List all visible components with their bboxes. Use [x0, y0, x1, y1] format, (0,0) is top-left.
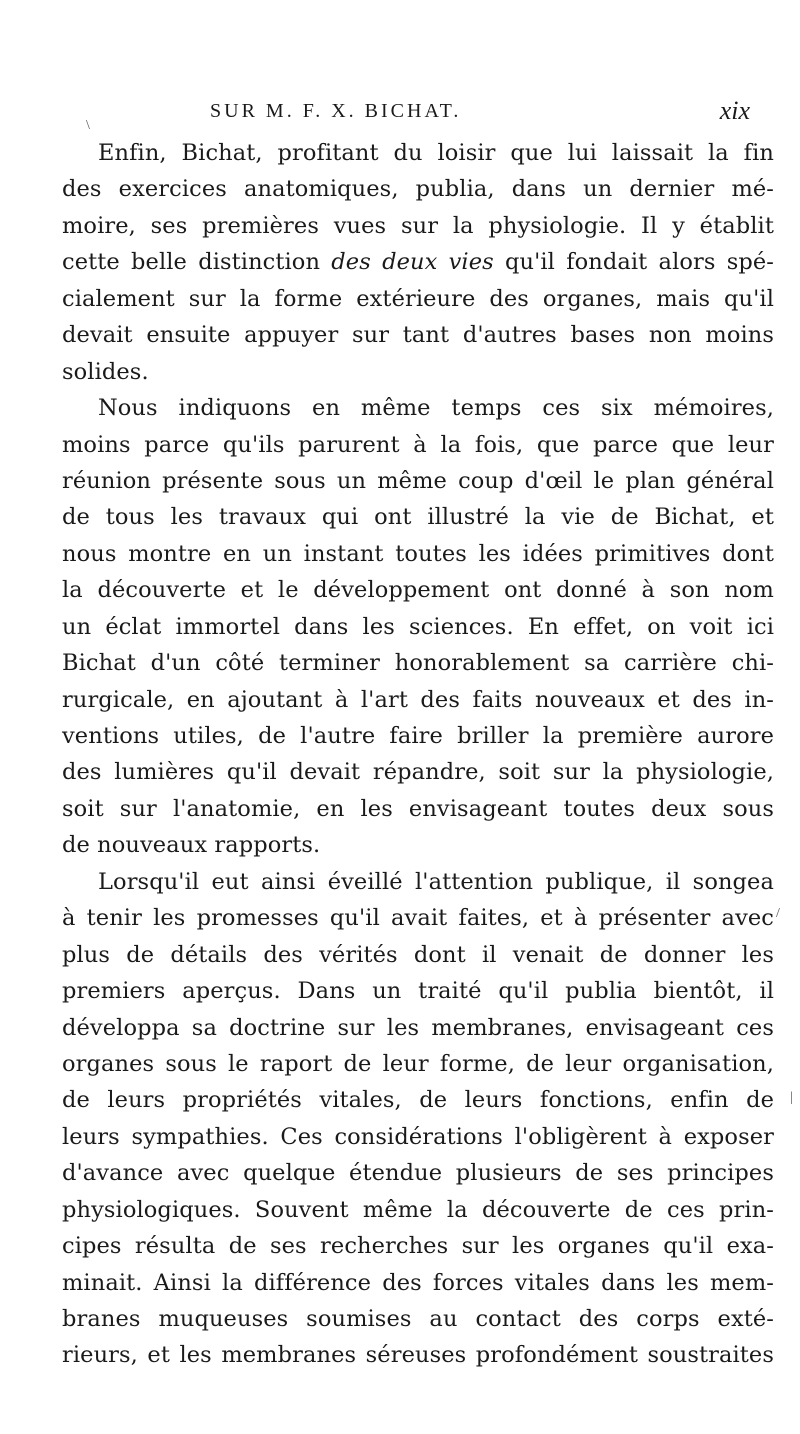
text-line: rurgicale, en ajoutant à l'art des faits nouveaux et des in- [62, 686, 774, 713]
emphasis: des deux vies [331, 249, 494, 276]
text-line: des exercices anatomiques, publia, dans un dernier mé- [62, 176, 774, 203]
text-line: la découverte et le développement ont donné à son nom [62, 577, 774, 604]
text-line: Nous indiquons en même temps ces six mémoires, [98, 395, 774, 422]
text-line: des lumières qu'il devait répandre, soit sur la physiologie, [62, 759, 774, 786]
text-line: organes sous le raport de leur forme, de leur organisation, [62, 1050, 774, 1077]
text-line: soit sur l'anatomie, en les envisageant toutes deux sous [62, 795, 774, 822]
text-line: leurs sympathies. Ces considérations l'obligèrent à exposer [62, 1123, 774, 1150]
printer-mark: | [790, 1090, 793, 1105]
text-line: ventions utiles, de l'autre faire briller la première aurore [62, 723, 774, 749]
text-line: premiers aperçus. Dans un traité qu'il publia bientôt, il [62, 978, 774, 1005]
text-line: solides. [62, 358, 149, 385]
printer-mark: \ [86, 118, 90, 133]
printer-mark: / [776, 906, 780, 921]
text-line: développa sa doctrine sur les membranes, envisageant ces [62, 1014, 774, 1041]
text-line: devait ensuite appuyer sur tant d'autres bases non moins [62, 322, 774, 349]
text-line: cette belle distinction des deux vies qu'il fondait alors spé- [62, 249, 775, 276]
text-line: Lorsqu'il eut ainsi éveillé l'attention publique, il songea [98, 868, 774, 895]
text-line: cialement sur la forme extérieure des organes, mais qu'il [62, 285, 774, 312]
text-line: nous montre en un instant toutes les idées primitives dont [62, 540, 774, 567]
text-line: de leurs propriétés vitales, de leurs fonctions, enfin de [62, 1087, 774, 1114]
text-line: Bichat d'un côté terminer honorablement sa carrière chi- [62, 650, 774, 677]
body-text [62, 135, 774, 1374]
text-line: un éclat immortel dans les sciences. En effet, on voit ici [62, 613, 774, 640]
running-head [210, 96, 750, 134]
text-line: d'avance avec quelque étendue plusieurs de ses principes [62, 1160, 774, 1187]
text-line: cipes résulta de ses recherches sur les organes qu'il exa- [62, 1233, 774, 1260]
text-line: de tous les travaux qui ont illustré la vie de Bichat, et [62, 504, 774, 531]
text-line: à tenir les promesses qu'il avait faites, et à présenter avec [62, 905, 774, 932]
text-line: minait. Ainsi la différence des forces vitales dans les mem- [62, 1269, 774, 1296]
text-line: plus de détails des vérités dont il venait de donner les [62, 941, 774, 968]
text-line: physiologiques. Souvent même la découverte de ces prin- [62, 1196, 774, 1223]
text-line: moire, ses premières vues sur la physiologie. Il y établit [62, 212, 774, 239]
text-line: branes muqueuses soumises au contact des corps exté- [62, 1306, 774, 1332]
text-line: rieurs, et les membranes séreuses profondément soustraites [62, 1342, 774, 1369]
page-number: xix [719, 96, 750, 125]
running-title: SUR M. F. X. BICHAT. [210, 100, 462, 122]
text-line: moins parce qu'ils parurent à la fois, que parce que leur [62, 431, 774, 458]
text-line: réunion présente sous un même coup d'œil le plan général [62, 467, 774, 494]
text-line: de nouveaux rapports. [62, 832, 321, 859]
text-line: Enfin, Bichat, profitant du loisir que lui laissait la fin [98, 140, 774, 166]
